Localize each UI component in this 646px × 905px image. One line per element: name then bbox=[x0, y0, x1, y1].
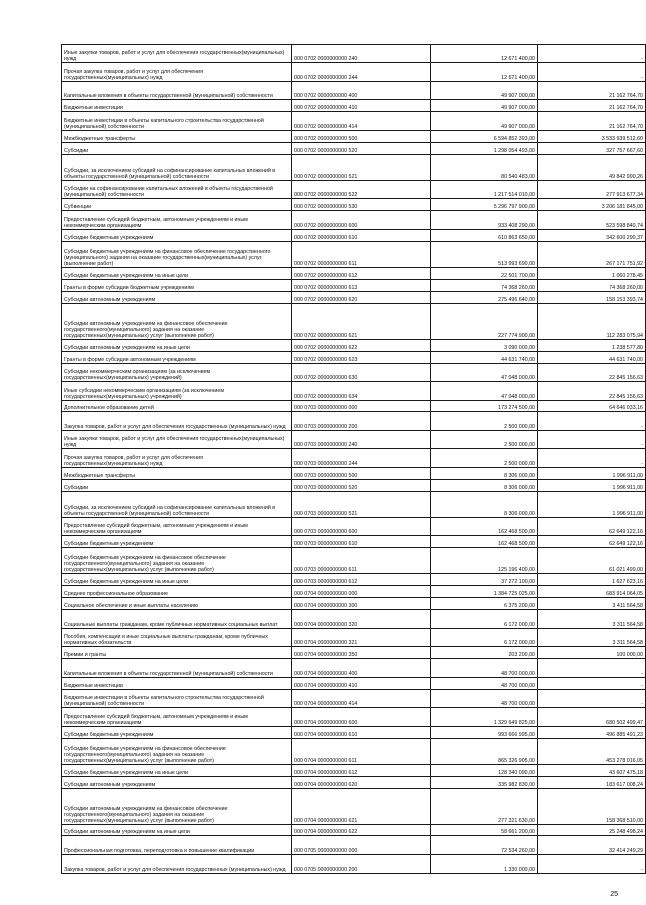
row-code-cell: 000 0702 0000000000 622 bbox=[292, 339, 431, 351]
row-code-cell: 000 0702 0000000000 400 bbox=[292, 81, 431, 99]
row-plan-cell: 2 500 000,00 bbox=[431, 412, 538, 430]
row-exec-cell: 3 311 564,58 bbox=[538, 610, 646, 628]
row-code-cell: 000 0702 0000000000 521 bbox=[292, 154, 431, 180]
row-name-cell: Субсидии бюджетным учреждениям на финансовое обеспечение государственного(муниципального) задания на оказание государственных(муниципальных) услуг (выполнение работ) bbox=[62, 548, 292, 574]
row-code-cell: 000 0702 0000000000 612 bbox=[292, 267, 431, 279]
row-name-cell: Субсидии бюджетным учреждениям на финансовое обеспечение государственного (муниципального) задания на оказание государственных(муниципальных) услуг (выполнение работ) bbox=[62, 241, 292, 267]
row-plan-cell: 933 408 290,00 bbox=[431, 211, 538, 229]
row-code-cell: 000 0704 0000000000 611 bbox=[292, 738, 431, 764]
row-exec-cell: - bbox=[538, 659, 646, 677]
row-plan-cell: 128 340 090,00 bbox=[431, 764, 538, 776]
row-plan-cell: 49 907 000,00 bbox=[431, 81, 538, 99]
table-row bbox=[62, 180, 646, 198]
table-row bbox=[62, 677, 646, 689]
row-code-cell: 000 0705 0000000000 000 bbox=[292, 836, 431, 854]
row-exec-cell: 680 502 499,47 bbox=[538, 708, 646, 726]
row-plan-cell: 47 048 000,00 bbox=[431, 363, 538, 381]
row-code-cell: 000 0702 0000000000 520 bbox=[292, 142, 431, 154]
row-name-cell: Предоставление субсидий бюджетным, автономным учреждениям и иным некоммерческим организациям bbox=[62, 211, 292, 229]
row-code-cell: 000 0703 0000000000 520 bbox=[292, 479, 431, 491]
table-row bbox=[62, 363, 646, 381]
row-exec-cell: 183 617 008,24 bbox=[538, 776, 646, 788]
table-row bbox=[62, 241, 646, 267]
row-name-cell: Субсидии автономным учреждениям на иные цели bbox=[62, 824, 292, 836]
table-row bbox=[62, 776, 646, 788]
row-name-cell: Прочая закупка товаров, работ и услуг для обеспечения государственных(муниципальных) нужд bbox=[62, 63, 292, 81]
row-exec-cell: 74 368 260,00 bbox=[538, 279, 646, 291]
row-exec-cell: 64 646 033,16 bbox=[538, 400, 646, 412]
budget-execution-table bbox=[61, 44, 646, 874]
row-plan-cell: 48 700 000,00 bbox=[431, 689, 538, 707]
row-exec-cell: 158 368 510,00 bbox=[538, 788, 646, 824]
row-code-cell: 000 0704 0000000000 000 bbox=[292, 586, 431, 598]
table-row bbox=[62, 824, 646, 836]
row-name-cell: Бюджетные инвестиции в объекты капитального строительства государственной (муниципальной) собственности bbox=[62, 689, 292, 707]
row-name-cell: Дополнительное образование детей bbox=[62, 400, 292, 412]
row-plan-cell: 1 329 649 825,00 bbox=[431, 708, 538, 726]
row-plan-cell: 993 666 995,00 bbox=[431, 726, 538, 738]
row-exec-cell: 453 278 016,05 bbox=[538, 738, 646, 764]
row-exec-cell: 1 627 623,16 bbox=[538, 574, 646, 586]
row-plan-cell: 1 384 725 025,00 bbox=[431, 586, 538, 598]
row-plan-cell: 72 534 260,00 bbox=[431, 836, 538, 854]
row-exec-cell: 277 913 677,34 bbox=[538, 180, 646, 198]
row-code-cell: 000 0702 0000000000 410 bbox=[292, 100, 431, 112]
row-code-cell: 000 0704 0000000000 612 bbox=[292, 764, 431, 776]
row-exec-cell: 1 060 278,45 bbox=[538, 267, 646, 279]
table-row bbox=[62, 199, 646, 211]
row-plan-cell: 125 196 400,00 bbox=[431, 548, 538, 574]
row-exec-cell: - bbox=[538, 45, 646, 63]
row-plan-cell: 203 200,00 bbox=[431, 647, 538, 659]
row-plan-cell: 513 993 690,00 bbox=[431, 241, 538, 267]
row-plan-cell: 275 496 640,00 bbox=[431, 291, 538, 303]
row-name-cell: Предоставление субсидий бюджетным, автономным учреждениям и иным некоммерческим организациям bbox=[62, 517, 292, 535]
row-code-cell: 000 0704 0000000000 414 bbox=[292, 689, 431, 707]
table-row bbox=[62, 628, 646, 646]
row-code-cell: 000 0702 0000000000 240 bbox=[292, 45, 431, 63]
table-row bbox=[62, 303, 646, 339]
row-code-cell: 000 0702 0000000000 611 bbox=[292, 241, 431, 267]
row-code-cell: 000 0703 0000000000 240 bbox=[292, 430, 431, 448]
table-row bbox=[62, 412, 646, 430]
table-row bbox=[62, 81, 646, 99]
row-code-cell: 000 0702 0000000000 613 bbox=[292, 279, 431, 291]
table-row bbox=[62, 788, 646, 824]
row-exec-cell: - bbox=[538, 689, 646, 707]
row-name-cell: Субсидии bbox=[62, 479, 292, 491]
row-plan-cell: 80 540 483,00 bbox=[431, 154, 538, 180]
row-exec-cell: 43 607 475,18 bbox=[538, 764, 646, 776]
row-name-cell: Субсидии бюджетным учреждениям bbox=[62, 726, 292, 738]
row-name-cell: Социальные выплаты гражданам, кроме публичных нормативных социальных выплат bbox=[62, 610, 292, 628]
row-plan-cell: 6 594 852 393,00 bbox=[431, 130, 538, 142]
row-exec-cell: - bbox=[538, 449, 646, 467]
row-plan-cell: 162 468 500,00 bbox=[431, 517, 538, 535]
table-row bbox=[62, 491, 646, 517]
row-name-cell: Предоставление субсидий бюджетным, автономным учреждениям и иным некоммерческим организациям bbox=[62, 708, 292, 726]
row-code-cell: 000 0704 0000000000 622 bbox=[292, 824, 431, 836]
row-exec-cell: 100 000,00 bbox=[538, 647, 646, 659]
row-code-cell: 000 0702 0000000000 634 bbox=[292, 382, 431, 400]
row-exec-cell: 1 996 911,00 bbox=[538, 491, 646, 517]
row-name-cell: Иные закупки товаров, работ и услуг для обеспечения государственных(муниципальных) нужд bbox=[62, 45, 292, 63]
row-name-cell: Гранты в форме субсидии бюджетным учреждениям bbox=[62, 279, 292, 291]
row-name-cell: Иные закупки товаров, работ и услуг для обеспечения государственных(муниципальных) нужд bbox=[62, 430, 292, 448]
row-exec-cell: 22 845 156,63 bbox=[538, 382, 646, 400]
row-exec-cell: 1 996 911,00 bbox=[538, 467, 646, 479]
row-code-cell: 000 0703 0000000000 500 bbox=[292, 467, 431, 479]
row-code-cell: 000 0702 0000000000 600 bbox=[292, 211, 431, 229]
table-row bbox=[62, 229, 646, 241]
row-name-cell: Капитальные вложения в объекты государственной (муниципальной) собственности bbox=[62, 81, 292, 99]
table-row bbox=[62, 708, 646, 726]
row-exec-cell: 3 533 939 512,60 bbox=[538, 130, 646, 142]
row-exec-cell: - bbox=[538, 677, 646, 689]
row-plan-cell: 74 368 260,00 bbox=[431, 279, 538, 291]
table-row bbox=[62, 211, 646, 229]
row-code-cell: 000 0704 0000000000 300 bbox=[292, 598, 431, 610]
row-exec-cell: - bbox=[538, 412, 646, 430]
row-plan-cell: 44 631 740,00 bbox=[431, 351, 538, 363]
row-code-cell: 000 0704 0000000000 600 bbox=[292, 708, 431, 726]
row-exec-cell: 21 162 764,70 bbox=[538, 81, 646, 99]
row-exec-cell: 44 631 740,00 bbox=[538, 351, 646, 363]
row-name-cell: Премии и гранты bbox=[62, 647, 292, 659]
table-row bbox=[62, 836, 646, 854]
row-name-cell: Пособия, компенсации и иные социальные выплаты гражданам, кроме публичных нормативных обязательств bbox=[62, 628, 292, 646]
row-name-cell: Бюджетные инвестиции в объекты капитального строительства государственной (муниципальной) собственности bbox=[62, 112, 292, 130]
row-plan-cell: 12 671 400,00 bbox=[431, 63, 538, 81]
table-row bbox=[62, 854, 646, 873]
row-code-cell: 000 0704 0000000000 320 bbox=[292, 610, 431, 628]
row-name-cell: Субсидии бюджетным учреждениям на иные цели bbox=[62, 574, 292, 586]
row-code-cell: 000 0703 0000000000 200 bbox=[292, 412, 431, 430]
page-number: 25 bbox=[610, 891, 618, 898]
row-name-cell: Субсидии автономным учреждениям bbox=[62, 291, 292, 303]
row-plan-cell: 8 306 000,00 bbox=[431, 467, 538, 479]
table-row bbox=[62, 536, 646, 548]
row-exec-cell: 158 153 393,74 bbox=[538, 291, 646, 303]
row-plan-cell: 49 907 000,00 bbox=[431, 112, 538, 130]
row-exec-cell: - bbox=[538, 430, 646, 448]
row-name-cell: Субсидии на софинансирование капитальных вложений в объекты государственной (муниципальной) собственности bbox=[62, 180, 292, 198]
row-plan-cell: 335 982 830,00 bbox=[431, 776, 538, 788]
row-plan-cell: 6 172 000,00 bbox=[431, 610, 538, 628]
row-name-cell: Субсидии автономным учреждениям на финансовое обеспечение государственного(муниципального) задания на оказание государственных(муниципальных) услуг (выполнение работ) bbox=[62, 303, 292, 339]
row-code-cell: 000 0702 0000000000 610 bbox=[292, 229, 431, 241]
table-row bbox=[62, 267, 646, 279]
row-exec-cell: 683 914 064,05 bbox=[538, 586, 646, 598]
row-exec-cell: 22 845 156,63 bbox=[538, 363, 646, 381]
row-plan-cell: 227 774 900,00 bbox=[431, 303, 538, 339]
row-name-cell: Субсидии, за исключением субсидий на софинансирование капитальных вложений в объекты государственной (муниципальной) собственности bbox=[62, 491, 292, 517]
table-row bbox=[62, 351, 646, 363]
row-code-cell: 000 0704 0000000000 410 bbox=[292, 677, 431, 689]
row-name-cell: Среднее профессиональное образование bbox=[62, 586, 292, 598]
row-plan-cell: 48 700 000,00 bbox=[431, 677, 538, 689]
row-name-cell: Субсидии бюджетным учреждениям на иные цели bbox=[62, 267, 292, 279]
row-plan-cell: 48 700 000,00 bbox=[431, 659, 538, 677]
table-row bbox=[62, 291, 646, 303]
row-name-cell: Закупка товаров, работ и услуг для обеспечения государственных (муниципальных) нужд bbox=[62, 854, 292, 873]
row-plan-cell: 5 296 797 900,00 bbox=[431, 199, 538, 211]
table-row bbox=[62, 647, 646, 659]
row-exec-cell: 3 411 564,58 bbox=[538, 598, 646, 610]
table-row bbox=[62, 689, 646, 707]
table-row bbox=[62, 738, 646, 764]
row-plan-cell: 173 274 500,00 bbox=[431, 400, 538, 412]
row-plan-cell: 277 321 630,00 bbox=[431, 788, 538, 824]
row-plan-cell: 37 272 100,00 bbox=[431, 574, 538, 586]
row-code-cell: 000 0702 0000000000 414 bbox=[292, 112, 431, 130]
row-code-cell: 000 0704 0000000000 350 bbox=[292, 647, 431, 659]
row-code-cell: 000 0703 0000000000 600 bbox=[292, 517, 431, 535]
row-name-cell: Субсидии автономным учреждениям на финансовое обеспечение государственного(муниципального) задания на оказание государственных(муниципальных) услуг (выполнение работ) bbox=[62, 788, 292, 824]
row-exec-cell: 267 171 751,92 bbox=[538, 241, 646, 267]
row-plan-cell: 162 468 500,00 bbox=[431, 536, 538, 548]
row-code-cell: 000 0702 0000000000 530 bbox=[292, 199, 431, 211]
row-code-cell: 000 0702 0000000000 522 bbox=[292, 180, 431, 198]
row-plan-cell: 1 217 514 010,00 bbox=[431, 180, 538, 198]
row-plan-cell: 49 907 000,00 bbox=[431, 100, 538, 112]
row-name-cell: Профессиональная подготовка, переподготовка и повышение квалификации bbox=[62, 836, 292, 854]
row-exec-cell: 49 842 990,26 bbox=[538, 154, 646, 180]
table-row bbox=[62, 279, 646, 291]
row-exec-cell: 3 311 564,58 bbox=[538, 628, 646, 646]
row-plan-cell: 610 863 650,00 bbox=[431, 229, 538, 241]
row-name-cell: Бюджетные инвестиции bbox=[62, 677, 292, 689]
row-name-cell: Прочая закупка товаров, работ и услуг для обеспечения государственных(муниципальных) нужд bbox=[62, 449, 292, 467]
row-code-cell: 000 0703 0000000000 000 bbox=[292, 400, 431, 412]
row-plan-cell: 8 306 000,00 bbox=[431, 491, 538, 517]
table-row bbox=[62, 45, 646, 63]
table-row bbox=[62, 764, 646, 776]
row-plan-cell: 12 671 400,00 bbox=[431, 45, 538, 63]
row-exec-cell: - bbox=[538, 63, 646, 81]
table-row bbox=[62, 142, 646, 154]
row-exec-cell: 61 021 499,00 bbox=[538, 548, 646, 574]
row-plan-cell: 22 501 700,00 bbox=[431, 267, 538, 279]
row-name-cell: Капитальные вложения в объекты государственной (муниципальной) собственности bbox=[62, 659, 292, 677]
row-name-cell: Межбюджетные трансферты bbox=[62, 467, 292, 479]
row-name-cell: Социальное обеспечение и иные выплаты населению bbox=[62, 598, 292, 610]
row-code-cell: 000 0702 0000000000 621 bbox=[292, 303, 431, 339]
table-row bbox=[62, 726, 646, 738]
table-row bbox=[62, 400, 646, 412]
row-code-cell: 000 0705 0000000000 200 bbox=[292, 854, 431, 873]
row-exec-cell: 327 757 667,60 bbox=[538, 142, 646, 154]
row-code-cell: 000 0702 0000000000 623 bbox=[292, 351, 431, 363]
row-code-cell: 000 0702 0000000000 244 bbox=[292, 63, 431, 81]
row-code-cell: 000 0702 0000000000 630 bbox=[292, 363, 431, 381]
row-plan-cell: 8 306 000,00 bbox=[431, 479, 538, 491]
row-code-cell: 000 0704 0000000000 400 bbox=[292, 659, 431, 677]
row-name-cell: Межбюджетные трансферты bbox=[62, 130, 292, 142]
row-exec-cell: 32 414 249,29 bbox=[538, 836, 646, 854]
row-name-cell: Субсидии бюджетным учреждениям bbox=[62, 229, 292, 241]
table-row bbox=[62, 154, 646, 180]
row-exec-cell: 21 162 764,70 bbox=[538, 112, 646, 130]
table-row bbox=[62, 130, 646, 142]
row-exec-cell: - bbox=[538, 854, 646, 873]
row-name-cell: Субвенции bbox=[62, 199, 292, 211]
row-plan-cell: 58 661 200,00 bbox=[431, 824, 538, 836]
row-name-cell: Субсидии некоммерческим организациям (за исключением государственных(муниципальных) учреждений) bbox=[62, 363, 292, 381]
row-code-cell: 000 0702 0000000000 500 bbox=[292, 130, 431, 142]
row-name-cell: Субсидии, за исключением субсидий на софинансирование капитальных вложений в объекты государственной (муниципальной) собственности bbox=[62, 154, 292, 180]
table-row bbox=[62, 610, 646, 628]
row-exec-cell: 62 649 122,16 bbox=[538, 517, 646, 535]
row-code-cell: 000 0703 0000000000 611 bbox=[292, 548, 431, 574]
table-row bbox=[62, 112, 646, 130]
table-row bbox=[62, 63, 646, 81]
row-plan-cell: 2 500 000,00 bbox=[431, 449, 538, 467]
table-row bbox=[62, 430, 646, 448]
row-name-cell: Субсидии бюджетным учреждениям на иные цели bbox=[62, 764, 292, 776]
row-plan-cell: 3 090 000,00 bbox=[431, 339, 538, 351]
row-plan-cell: 6 375 200,00 bbox=[431, 598, 538, 610]
row-code-cell: 000 0704 0000000000 621 bbox=[292, 788, 431, 824]
table-row bbox=[62, 586, 646, 598]
table-row bbox=[62, 467, 646, 479]
table-row bbox=[62, 382, 646, 400]
table-row bbox=[62, 548, 646, 574]
row-name-cell: Субсидии bbox=[62, 142, 292, 154]
row-exec-cell: 496 885 491,23 bbox=[538, 726, 646, 738]
table-row bbox=[62, 100, 646, 112]
row-code-cell: 000 0703 0000000000 521 bbox=[292, 491, 431, 517]
row-name-cell: Субсидии автономным учреждениям bbox=[62, 776, 292, 788]
row-exec-cell: 112 283 075,94 bbox=[538, 303, 646, 339]
row-name-cell: Закупка товаров, работ и услуг для обеспечения государственных (муниципальных) нужд bbox=[62, 412, 292, 430]
row-name-cell: Иные субсидии некоммерческим организациям (за исключением государственных(муниципальных) учреждений) bbox=[62, 382, 292, 400]
row-exec-cell: 1 996 911,00 bbox=[538, 479, 646, 491]
row-code-cell: 000 0703 0000000000 244 bbox=[292, 449, 431, 467]
row-name-cell: Субсидии бюджетным учреждениям bbox=[62, 536, 292, 548]
table-row bbox=[62, 598, 646, 610]
row-plan-cell: 865 326 905,00 bbox=[431, 738, 538, 764]
row-exec-cell: 25 248 498,24 bbox=[538, 824, 646, 836]
row-exec-cell: 523 598 840,74 bbox=[538, 211, 646, 229]
row-code-cell: 000 0704 0000000000 321 bbox=[292, 628, 431, 646]
table-row bbox=[62, 339, 646, 351]
row-exec-cell: 3 206 181 845,00 bbox=[538, 199, 646, 211]
row-plan-cell: 47 048 000,00 bbox=[431, 382, 538, 400]
row-exec-cell: 342 600 290,37 bbox=[538, 229, 646, 241]
table-row bbox=[62, 449, 646, 467]
row-exec-cell: 1 238 577,80 bbox=[538, 339, 646, 351]
row-name-cell: Гранты в форме субсидии автономным учреждениям bbox=[62, 351, 292, 363]
table-row bbox=[62, 479, 646, 491]
row-exec-cell: 21 162 764,70 bbox=[538, 100, 646, 112]
row-plan-cell: 2 500 000,00 bbox=[431, 430, 538, 448]
row-code-cell: 000 0704 0000000000 610 bbox=[292, 726, 431, 738]
row-plan-cell: 1 298 054 493,00 bbox=[431, 142, 538, 154]
row-name-cell: Субсидии бюджетным учреждениям на финансовое обеспечение государственного(муниципального) задания на оказание государственных(муниципальных) услуг (выполнение работ) bbox=[62, 738, 292, 764]
table-row bbox=[62, 517, 646, 535]
table-row bbox=[62, 659, 646, 677]
row-exec-cell: 62 649 122,16 bbox=[538, 536, 646, 548]
row-code-cell: 000 0703 0000000000 610 bbox=[292, 536, 431, 548]
row-name-cell: Субсидии автономным учреждениям на иные цели bbox=[62, 339, 292, 351]
table-row bbox=[62, 574, 646, 586]
row-name-cell: Бюджетные инвестиции bbox=[62, 100, 292, 112]
row-plan-cell: 6 172 000,00 bbox=[431, 628, 538, 646]
row-code-cell: 000 0702 0000000000 620 bbox=[292, 291, 431, 303]
row-plan-cell: 1 330 000,00 bbox=[431, 854, 538, 873]
budget-table-container bbox=[61, 44, 643, 874]
row-code-cell: 000 0704 0000000000 620 bbox=[292, 776, 431, 788]
row-code-cell: 000 0703 0000000000 612 bbox=[292, 574, 431, 586]
